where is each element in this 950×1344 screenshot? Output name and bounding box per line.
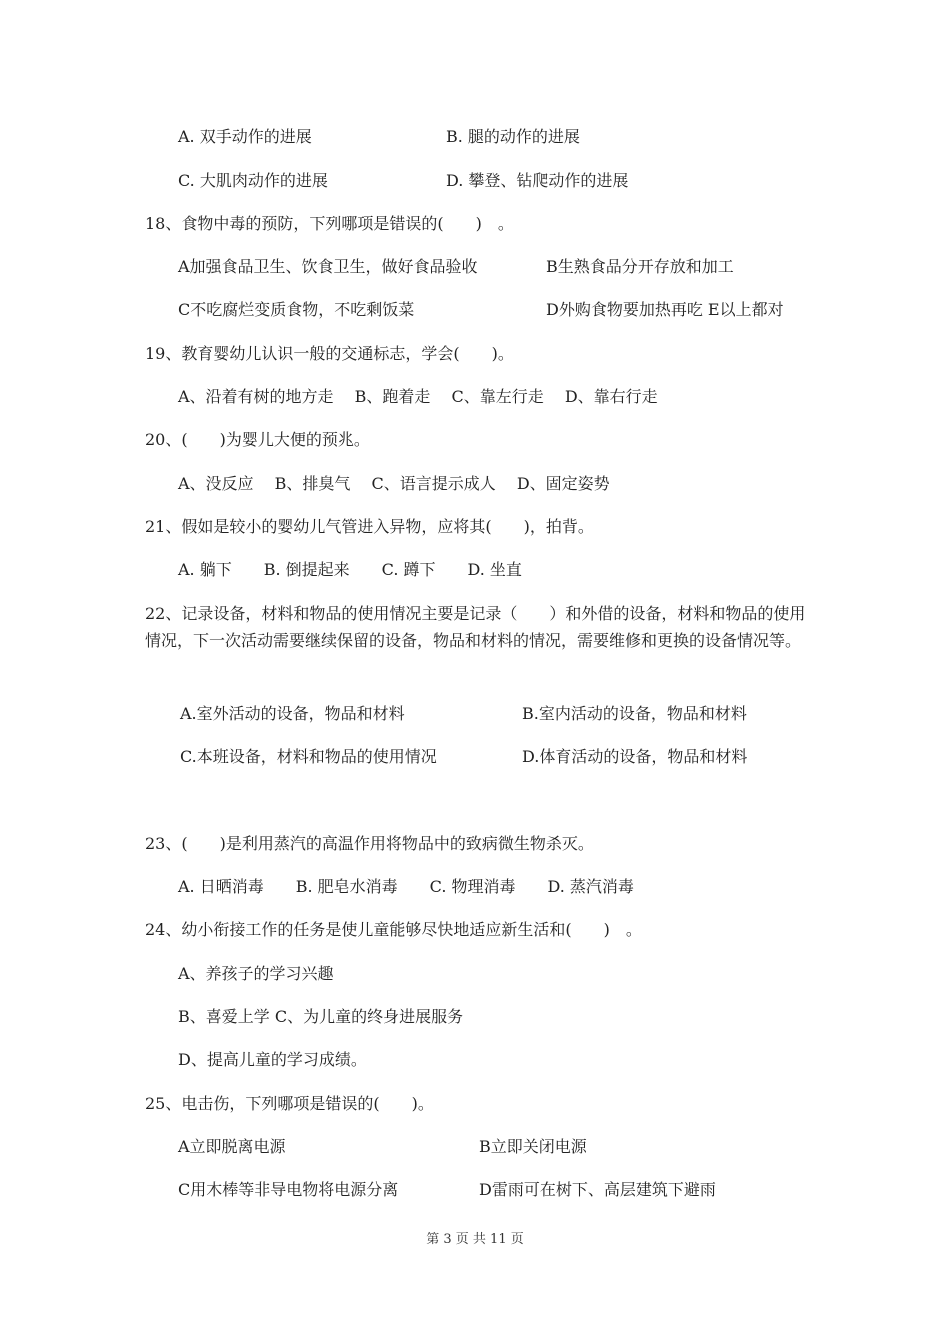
q17-option-d: D. 攀登、钻爬动作的进展 xyxy=(446,171,629,190)
q25-option-c: C用木棒等非导电物将电源分离 xyxy=(178,1180,399,1199)
q24-option-d: D、提高儿童的学习成绩。 xyxy=(178,1050,367,1069)
q18-option-a: A加强食品卫生、饮食卫生，做好食品验收 xyxy=(178,257,478,276)
q21-options: A. 躺下 B. 倒提起来 C. 蹲下 D. 坐直 xyxy=(178,560,522,579)
q18-option-b: B生熟食品分开存放和加工 xyxy=(546,257,734,276)
q17-option-c: C. 大肌肉动作的进展 xyxy=(178,171,328,190)
q23-options: A. 日晒消毒 B. 肥皂水消毒 C. 物理消毒 D. 蒸汽消毒 xyxy=(178,877,634,896)
q25-option-a: A立即脱离电源 xyxy=(178,1137,286,1156)
q22-option-b: B.室内活动的设备，物品和材料 xyxy=(522,704,747,723)
q22-option-d: D.体育活动的设备，物品和材料 xyxy=(522,747,748,766)
q24-option-bc: B、喜爱上学 C、为儿童的终身进展服务 xyxy=(178,1007,464,1026)
q20-options: A、没反应 B、排臭气 C、语言提示成人 D、固定姿势 xyxy=(178,474,610,493)
q25-option-d: D雷雨可在树下、高层建筑下避雨 xyxy=(479,1180,716,1199)
page-footer: 第 3 页 共 11 页 xyxy=(426,1232,524,1247)
q25-option-b: B立即关闭电源 xyxy=(479,1137,587,1156)
q19-question: 19、教育婴幼儿认识一般的交通标志，学会( )。 xyxy=(145,344,514,363)
q24-question: 24、幼小衔接工作的任务是使儿童能够尽快地适应新生活和( ) 。 xyxy=(145,920,642,939)
q17-option-a: A. 双手动作的进展 xyxy=(178,127,312,146)
q18-question: 18、食物中毒的预防，下列哪项是错误的( ) 。 xyxy=(145,214,514,233)
q17-option-b: B. 腿的动作的进展 xyxy=(446,127,580,146)
q22-option-c: C.本班设备，材料和物品的使用情况 xyxy=(180,747,437,766)
q23-question: 23、( )是利用蒸汽的高温作用将物品中的致病微生物杀灭。 xyxy=(145,834,594,853)
q25-question: 25、电击伤，下列哪项是错误的( )。 xyxy=(145,1094,434,1113)
q22-option-a: A.室外活动的设备，物品和材料 xyxy=(180,704,405,723)
q19-options: A、沿着有树的地方走 B、跑着走 C、靠左行走 D、靠右行走 xyxy=(178,387,658,406)
q18-option-c: C不吃腐烂变质食物，不吃剩饭菜 xyxy=(178,300,415,319)
q22-question: 22、记录设备，材料和物品的使用情况主要是记录（ ）和外借的设备，材料和物品的使用情况，下一次活动需要继续保留的设备，物品和材料的情况，需要维修和更换的设备情况等。 xyxy=(145,604,806,650)
q20-question: 20、( )为婴儿大便的预兆。 xyxy=(145,430,370,449)
q21-question: 21、假如是较小的婴幼儿气管进入异物，应将其( )，拍背。 xyxy=(145,517,594,536)
q18-option-de: D外购食物要加热再吃 E以上都对 xyxy=(546,300,784,319)
q24-option-a: A、养孩子的学习兴趣 xyxy=(178,964,334,983)
